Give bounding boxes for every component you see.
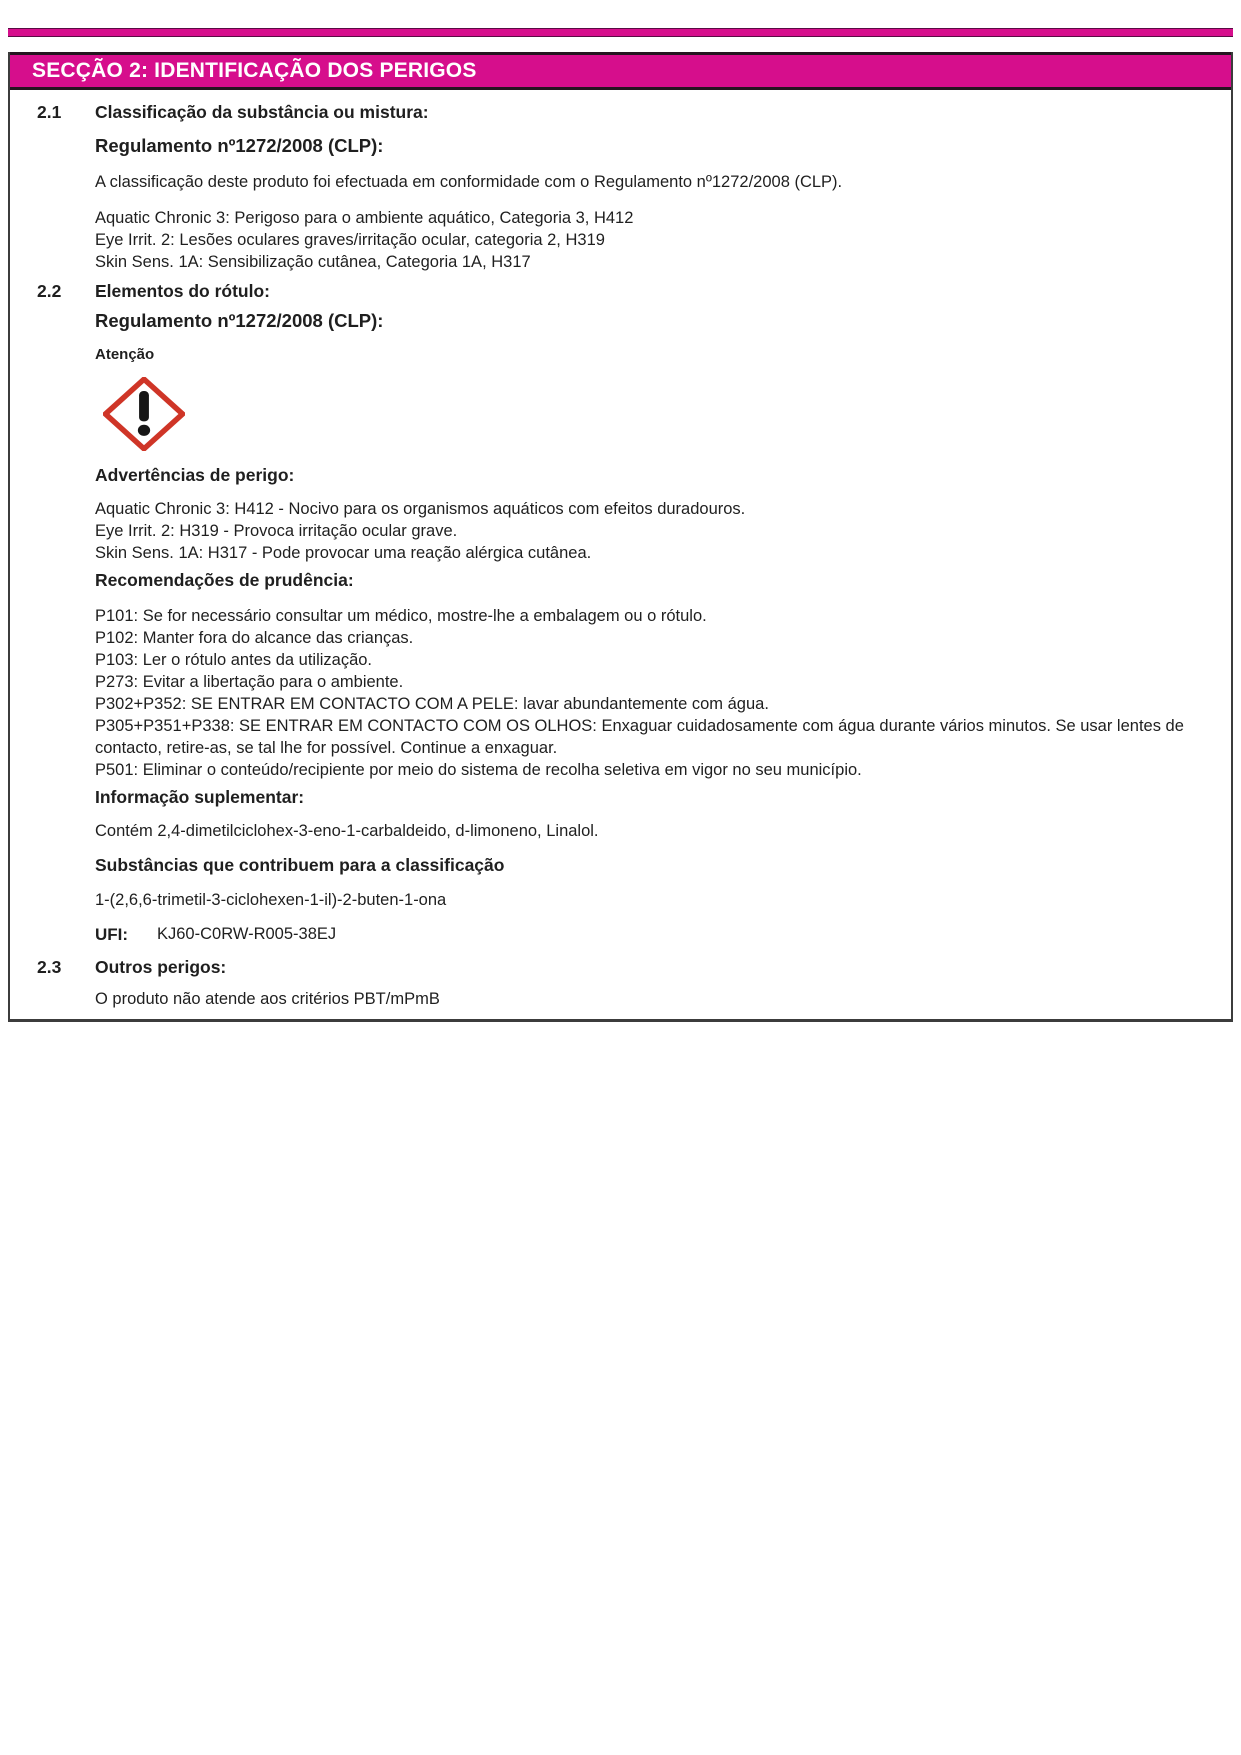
subsection-number: 2.1 bbox=[37, 102, 62, 122]
contributing-substances-heading: Substâncias que contribuem para a classificação bbox=[95, 855, 505, 875]
classification-line: Skin Sens. 1A: Sensibilização cutânea, Categoria 1A, H317 bbox=[95, 253, 531, 271]
supplementary-info-text: Contém 2,4-dimetilciclohex-3-eno-1-carbaldeido, d-limoneno, Linalol. bbox=[95, 822, 599, 840]
hazard-statement-line: Eye Irrit. 2: H319 - Provoca irritação ocular grave. bbox=[95, 522, 458, 540]
regulation-heading-2-1: Regulamento nº1272/2008 (CLP): bbox=[95, 135, 384, 156]
other-hazards-text: O produto não atende aos critérios PBT/mPmB bbox=[95, 990, 440, 1008]
precaution-statement-line: P102: Manter fora do alcance das crianças. bbox=[95, 629, 414, 647]
section-title: SECÇÃO 2: IDENTIFICAÇÃO DOS PERIGOS bbox=[32, 59, 477, 82]
regulation-heading-2-2: Regulamento nº1272/2008 (CLP): bbox=[95, 310, 384, 331]
contributing-substances-text: 1-(2,6,6-trimetil-3-ciclohexen-1-il)-2-buten-1-ona bbox=[95, 891, 447, 909]
precaution-statement-line: P273: Evitar a libertação para o ambiente. bbox=[95, 673, 404, 691]
subsection-2-3-heading bbox=[37, 957, 1231, 978]
ufi-value: KJ60-C0RW-R005-38EJ bbox=[157, 925, 337, 943]
ufi-label: UFI: bbox=[95, 925, 129, 944]
precaution-statement-line: P305+P351+P338: SE ENTRAR EM CONTACTO COM OS OLHOS: Enxaguar cuidadosamente com água durante vários minutos. Se usar lentes de contacto, retire-as, se tal lhe for possível. Continue a enxaguar. bbox=[95, 717, 1184, 757]
subsection-title: Classificação da substância ou mistura: bbox=[95, 102, 429, 122]
subsection-title: Elementos do rótulo: bbox=[95, 281, 270, 301]
section-2-box bbox=[8, 52, 1233, 1022]
subsection-2-1-heading bbox=[37, 102, 1231, 123]
section-header-bar bbox=[10, 52, 1231, 90]
section-body bbox=[10, 90, 1231, 1010]
subsection-title: Outros perigos: bbox=[95, 957, 227, 977]
precaution-statement-line: P103: Ler o rótulo antes da utilização. bbox=[95, 651, 373, 669]
hazard-statements-list bbox=[95, 498, 1203, 564]
classification-intro: A classificação deste produto foi efectuada em conformidade com o Regulamento nº1272/2008 (CLP). bbox=[95, 173, 843, 191]
page-top-rule bbox=[8, 28, 1233, 37]
precaution-statements-list bbox=[95, 605, 1203, 781]
subsection-2-2-heading bbox=[37, 281, 1231, 302]
subsection-number: 2.2 bbox=[37, 281, 62, 301]
supplementary-info-heading: Informação suplementar: bbox=[95, 787, 305, 807]
precaution-statement-line: P101: Se for necessário consultar um médico, mostre-lhe a embalagem ou o rótulo. bbox=[95, 607, 707, 625]
precaution-statement-line: P302+P352: SE ENTRAR EM CONTACTO COM A PELE: lavar abundantemente com água. bbox=[95, 695, 769, 713]
hazard-statements-heading: Advertências de perigo: bbox=[95, 465, 295, 485]
classification-line: Aquatic Chronic 3: Perigoso para o ambiente aquático, Categoria 3, H412 bbox=[95, 209, 634, 227]
subsection-number: 2.3 bbox=[37, 957, 62, 977]
signal-word: Atenção bbox=[95, 346, 155, 363]
classification-list bbox=[95, 207, 1203, 273]
precaution-statement-line: P501: Eliminar o conteúdo/recipiente por meio do sistema de recolha seletiva em vigor no seu município. bbox=[95, 761, 862, 779]
ghs07-exclamation-mark-icon bbox=[103, 377, 185, 451]
hazard-statement-line: Aquatic Chronic 3: H412 - Nocivo para os organismos aquáticos com efeitos duradouros. bbox=[95, 500, 746, 518]
ufi-row bbox=[95, 925, 1231, 945]
hazard-statement-line: Skin Sens. 1A: H317 - Pode provocar uma reação alérgica cutânea. bbox=[95, 544, 592, 562]
precaution-statements-heading: Recomendações de prudência: bbox=[95, 570, 354, 590]
classification-line: Eye Irrit. 2: Lesões oculares graves/irritação ocular, categoria 2, H319 bbox=[95, 231, 605, 249]
